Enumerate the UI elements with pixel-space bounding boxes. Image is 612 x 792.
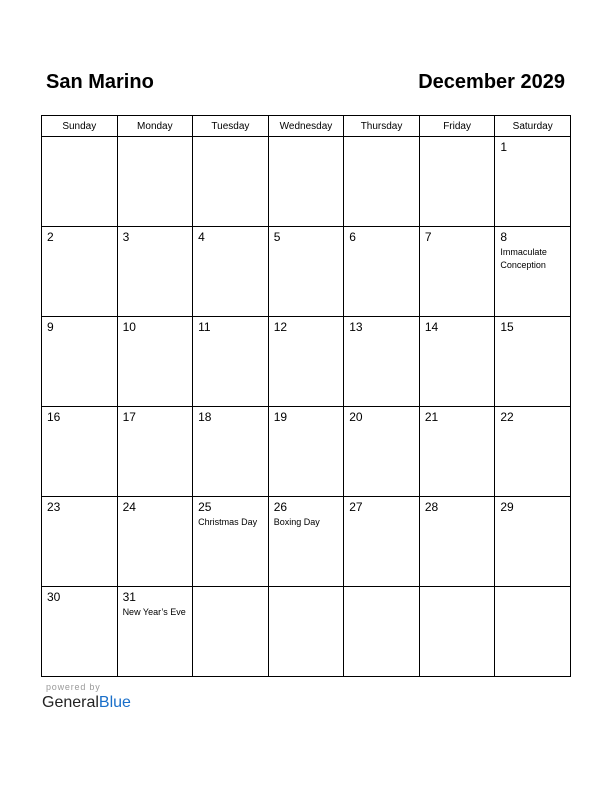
day-cell [117,407,193,497]
weekday-monday: Monday [117,116,193,137]
day-number: 21 [424,410,439,424]
week-row [42,407,571,497]
day-cell [42,137,118,227]
day-cell [495,137,571,227]
month-year-title: December 2029 [418,71,565,93]
day-cell [419,407,495,497]
powered-by-label: powered by [46,682,101,692]
day-cell [495,497,571,587]
day-number: 15 [500,320,514,334]
day-number: 25 [198,500,212,514]
day-cell [42,407,118,497]
day-number: 9 [47,320,54,334]
weekday-tuesday: Tuesday [193,116,269,137]
day-number: 2 [47,230,54,244]
day-number: 18 [198,410,212,424]
day-cell [117,227,193,317]
day-number: 1 [500,140,508,154]
holiday-label: Boxing Day [273,517,320,527]
country-title: San Marino [46,71,154,93]
day-number: 29 [500,500,514,514]
day-cell [495,317,571,407]
day-cell [419,137,495,227]
day-cell [193,317,269,407]
day-cell [193,587,269,677]
week-row [42,137,571,227]
calendar-grid [41,115,571,677]
day-number: 31 [122,590,136,604]
day-cell [42,587,118,677]
day-number: 20 [349,410,363,424]
day-number: 17 [122,410,136,424]
day-cell [193,137,269,227]
weekday-friday: Friday [419,116,495,137]
day-cell [344,497,420,587]
day-number: 22 [500,410,514,424]
weekday-saturday: Saturday [495,116,571,137]
brand-blue: Blue [98,694,131,711]
day-cell [117,497,193,587]
day-number: 10 [122,320,136,334]
brand-logo [42,694,131,712]
week-row [42,497,571,587]
day-cell [495,407,571,497]
week-row [42,317,571,407]
day-cell [193,407,269,497]
day-number: 5 [273,230,281,244]
day-cell [419,587,495,677]
week-row [42,587,571,677]
day-number: 12 [273,320,288,334]
day-cell [117,317,193,407]
brand-general: General [42,694,99,711]
day-number: 6 [349,230,356,244]
day-cell [344,137,420,227]
day-cell [268,407,344,497]
day-number: 13 [349,320,363,334]
day-number: 27 [349,500,363,514]
day-cell [419,497,495,587]
day-number: 14 [424,320,439,334]
day-number: 4 [198,230,205,244]
holiday-label: Christmas Day [198,517,258,527]
day-number: 30 [47,590,61,604]
day-number: 3 [122,230,130,244]
day-cell [495,227,571,317]
day-cell [268,587,344,677]
day-cell [193,497,269,587]
holiday-label: Immaculate Conception [500,247,547,270]
weekday-header-row [42,116,571,137]
day-number: 26 [273,500,288,514]
weekday-sunday: Sunday [42,116,118,137]
day-number: 19 [273,410,288,424]
day-number: 24 [122,500,136,514]
day-cell [419,317,495,407]
day-number: 7 [424,230,432,244]
day-cell [42,227,118,317]
day-cell [268,497,344,587]
day-number: 11 [198,320,211,334]
day-cell [268,317,344,407]
day-cell [42,497,118,587]
day-cell [344,407,420,497]
day-number: 16 [47,410,61,424]
day-cell [117,587,193,677]
weekday-wednesday: Wednesday [268,116,344,137]
day-cell [344,317,420,407]
day-cell [344,227,420,317]
day-cell [419,227,495,317]
day-cell [42,317,118,407]
day-cell [344,587,420,677]
day-cell [495,587,571,677]
weekday-thursday: Thursday [344,116,420,137]
holiday-label: New Year’s Eve [122,607,186,617]
day-number: 23 [47,500,61,514]
week-row [42,227,571,317]
day-cell [268,227,344,317]
day-cell [193,227,269,317]
day-number: 28 [424,500,439,514]
day-cell [117,137,193,227]
day-number: 8 [500,230,508,244]
day-cell [268,137,344,227]
